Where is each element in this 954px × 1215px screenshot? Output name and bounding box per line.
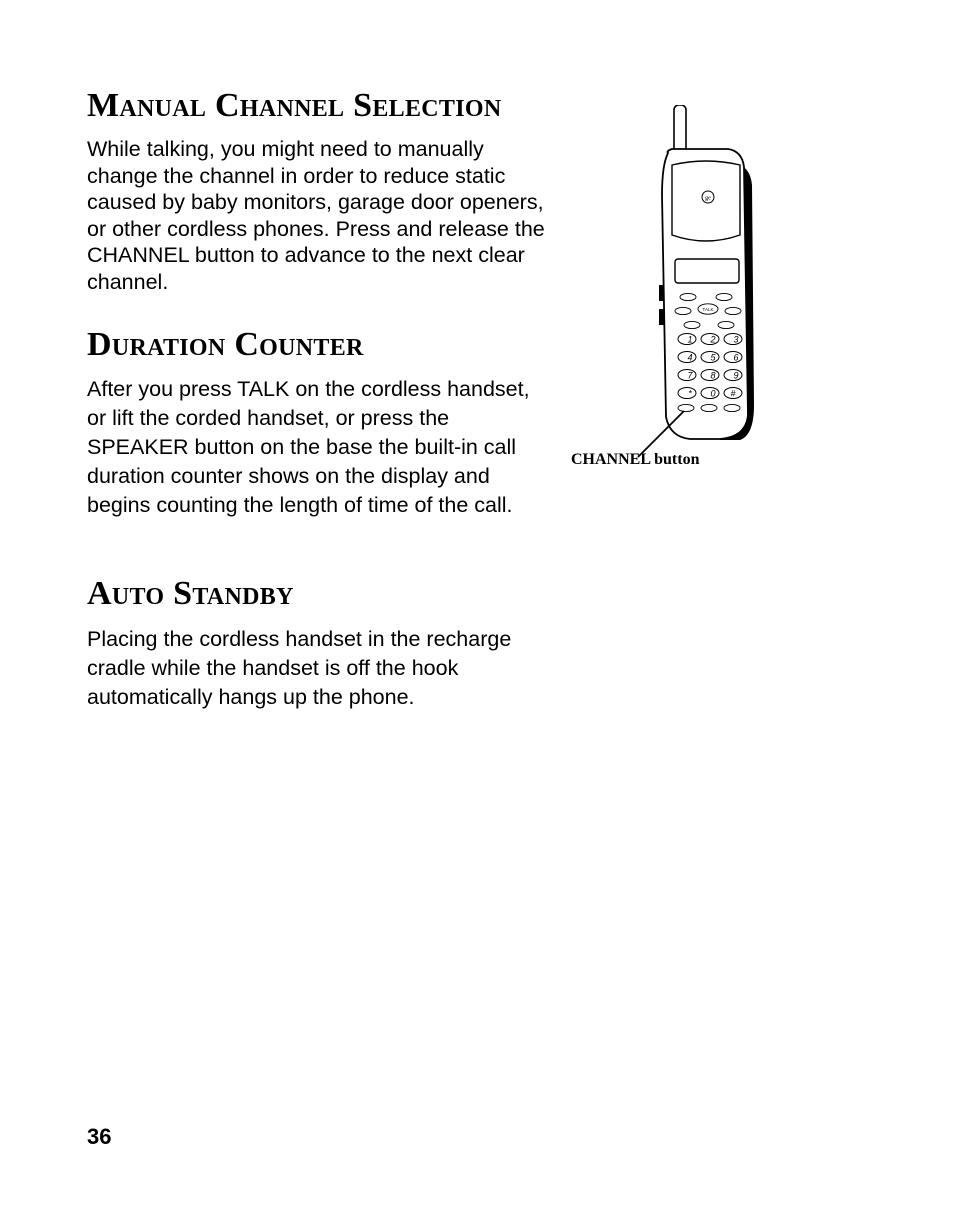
side-button-upper bbox=[659, 285, 664, 301]
key-1-label: 1 bbox=[687, 334, 693, 345]
key-0-label: 0 bbox=[710, 388, 716, 399]
section-heading-manual-channel-selection: Manual Channel Selection bbox=[87, 87, 502, 124]
page-number: 36 bbox=[87, 1124, 112, 1149]
function-key bbox=[701, 404, 717, 411]
function-key bbox=[725, 307, 741, 314]
section-body-duration-counter: After you press TALK on the cordless handset, or lift the corded handset, or press the SPEAKER button on the base the built-in call duration counter shows on the display and begins counting the length of time of the call. bbox=[87, 377, 530, 517]
function-key bbox=[684, 321, 700, 328]
key-5-label: 5 bbox=[710, 352, 716, 363]
function-key bbox=[724, 404, 740, 411]
lcd-display bbox=[675, 259, 739, 283]
key-pound-label: # bbox=[730, 388, 736, 399]
key-9-label: 9 bbox=[733, 370, 739, 381]
key-7-label: 7 bbox=[687, 370, 693, 381]
key-6-label: 6 bbox=[733, 352, 739, 363]
svg-text:ge: ge bbox=[705, 195, 711, 202]
side-button-lower bbox=[659, 309, 664, 325]
function-key bbox=[718, 321, 734, 328]
talk-key-label: TALK bbox=[702, 307, 714, 312]
channel-button-callout: CHANNEL button bbox=[571, 451, 700, 468]
cordless-handset-illustration bbox=[620, 105, 770, 475]
key-4-label: 4 bbox=[687, 352, 693, 363]
key-8-label: 8 bbox=[710, 370, 716, 381]
section-body-manual-channel-selection: While talking, you might need to manually change the channel in order to reduce static caused by baby monitors, garage door openers, or other cordless phones. Press and release the CHANNEL button to advance to the next clear channel. bbox=[87, 137, 545, 294]
function-key bbox=[680, 293, 696, 300]
key-3-label: 3 bbox=[733, 334, 739, 345]
channel-key bbox=[678, 404, 694, 411]
key-star bbox=[678, 388, 696, 399]
section-heading-auto-standby: Auto Standby bbox=[87, 575, 294, 612]
function-key bbox=[675, 307, 691, 314]
section-heading-duration-counter: Duration Counter bbox=[87, 326, 364, 363]
key-star-label: * bbox=[688, 388, 692, 399]
key-2-label: 2 bbox=[710, 334, 716, 345]
section-body-auto-standby: Placing the cordless handset in the recharge cradle while the handset is off the hook automatically hangs up the phone. bbox=[87, 627, 512, 709]
function-key bbox=[716, 293, 732, 300]
